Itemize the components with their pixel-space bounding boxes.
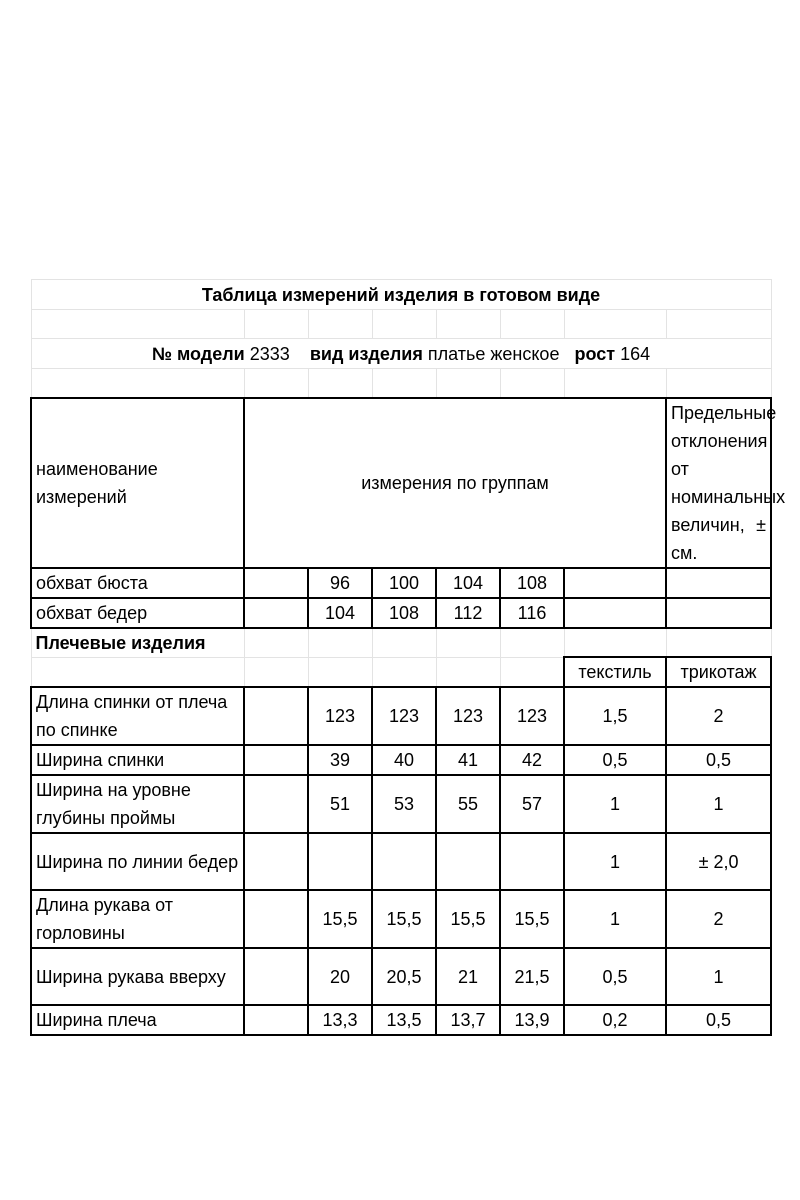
cell-value xyxy=(436,833,500,890)
empty-cell xyxy=(244,833,308,890)
cell-value: 100 xyxy=(372,568,436,598)
table-row xyxy=(31,745,771,775)
cell-value xyxy=(308,833,372,890)
empty-cell xyxy=(244,687,308,745)
cell-value: 123 xyxy=(308,687,372,745)
knit-value: 2 xyxy=(666,687,771,745)
cell-value: 104 xyxy=(436,568,500,598)
type-label: вид изделия xyxy=(309,343,423,364)
cell-value: 15,5 xyxy=(436,890,500,948)
empty-cell xyxy=(244,568,308,598)
cell-value: 13,9 xyxy=(500,1005,564,1035)
title-row xyxy=(31,280,771,310)
cell-value: 96 xyxy=(308,568,372,598)
table-row xyxy=(31,1005,771,1035)
cell-value: 123 xyxy=(500,687,564,745)
knit-value: 1 xyxy=(666,775,771,833)
cell-value: 15,5 xyxy=(372,890,436,948)
cell-value: 53 xyxy=(372,775,436,833)
cell-value: 42 xyxy=(500,745,564,775)
empty-cell xyxy=(244,1005,308,1035)
row-name: Ширина плеча xyxy=(31,1005,244,1035)
cell-value: 40 xyxy=(372,745,436,775)
textile-value: 0,2 xyxy=(564,1005,666,1035)
model-line xyxy=(31,339,771,369)
cell-value: 13,3 xyxy=(308,1005,372,1035)
knit-value: 2 xyxy=(666,890,771,948)
textile-value: 1 xyxy=(564,833,666,890)
model-label: № модели xyxy=(151,343,245,364)
height-value: 164 xyxy=(620,343,651,364)
table-row xyxy=(31,890,771,948)
header-groups: измерения по группам xyxy=(244,398,666,568)
row-name: Ширина рукава вверху xyxy=(31,948,244,1005)
cell-value: 108 xyxy=(372,598,436,628)
cell-value: 123 xyxy=(436,687,500,745)
knit-header: трикотаж xyxy=(666,657,771,687)
knit-value: ± 2,0 xyxy=(666,833,771,890)
cell-value: 51 xyxy=(308,775,372,833)
row-name: обхват бюста xyxy=(31,568,244,598)
cell-value: 57 xyxy=(500,775,564,833)
model-row xyxy=(31,339,771,369)
cell-value: 41 xyxy=(436,745,500,775)
cell-value: 123 xyxy=(372,687,436,745)
row-name: Ширина на уровне глубины проймы xyxy=(31,775,244,833)
cell-value: 55 xyxy=(436,775,500,833)
type-value: платье женское xyxy=(427,343,560,364)
cell-value: 21 xyxy=(436,948,500,1005)
textile-value: 1,5 xyxy=(564,687,666,745)
textile-value: 0,5 xyxy=(564,948,666,1005)
tolerance-header-row xyxy=(31,657,771,687)
empty-cell xyxy=(244,598,308,628)
row-name: Ширина спинки xyxy=(31,745,244,775)
section-title: Плечевые изделия xyxy=(31,628,244,658)
row-name: Ширина по линии бедер xyxy=(31,833,244,890)
cell-value: 13,7 xyxy=(436,1005,500,1035)
empty-cell xyxy=(500,657,564,687)
table-title: Таблица измерений изделия в готовом виде xyxy=(31,280,771,310)
cell-value: 15,5 xyxy=(308,890,372,948)
cell-value xyxy=(372,833,436,890)
textile-header: текстиль xyxy=(564,657,666,687)
header-deviation: Предельные отклонения от номинальных величин, ± см. xyxy=(666,398,771,568)
height-label: рост xyxy=(574,343,616,364)
table-row xyxy=(31,775,771,833)
header-name: наименование измерений xyxy=(31,398,244,568)
measurement-table xyxy=(30,279,786,1036)
empty-cell xyxy=(244,775,308,833)
empty-cell xyxy=(244,948,308,1005)
header-row xyxy=(31,398,771,568)
empty-cell xyxy=(666,598,771,628)
empty-cell xyxy=(564,568,666,598)
table-row xyxy=(31,833,771,890)
textile-value: 0,5 xyxy=(564,745,666,775)
cell-value xyxy=(500,833,564,890)
empty-cell xyxy=(564,598,666,628)
textile-value: 1 xyxy=(564,890,666,948)
empty-cell xyxy=(244,890,308,948)
cell-value: 108 xyxy=(500,568,564,598)
cell-value: 39 xyxy=(308,745,372,775)
cell-value: 21,5 xyxy=(500,948,564,1005)
row-name: обхват бедер xyxy=(31,598,244,628)
cell-value: 116 xyxy=(500,598,564,628)
knit-value: 0,5 xyxy=(666,745,771,775)
empty-cell xyxy=(244,745,308,775)
model-value: 2333 xyxy=(249,343,290,364)
cell-value: 104 xyxy=(308,598,372,628)
cell-value: 13,5 xyxy=(372,1005,436,1035)
empty-cell xyxy=(666,568,771,598)
cell-value: 20 xyxy=(308,948,372,1005)
cell-value: 15,5 xyxy=(500,890,564,948)
row-name: Длина спинки от плеча по спинке xyxy=(31,687,244,745)
row-name: Длина рукава от горловины xyxy=(31,890,244,948)
table-row xyxy=(31,598,771,628)
knit-value: 1 xyxy=(666,948,771,1005)
knit-value: 0,5 xyxy=(666,1005,771,1035)
textile-value: 1 xyxy=(564,775,666,833)
table-row xyxy=(31,687,771,745)
section-row xyxy=(31,628,771,658)
cell-value: 112 xyxy=(436,598,500,628)
cell-value: 20,5 xyxy=(372,948,436,1005)
empty-row xyxy=(31,310,771,339)
empty-row xyxy=(31,369,771,398)
table-row xyxy=(31,568,771,598)
table-row xyxy=(31,948,771,1005)
